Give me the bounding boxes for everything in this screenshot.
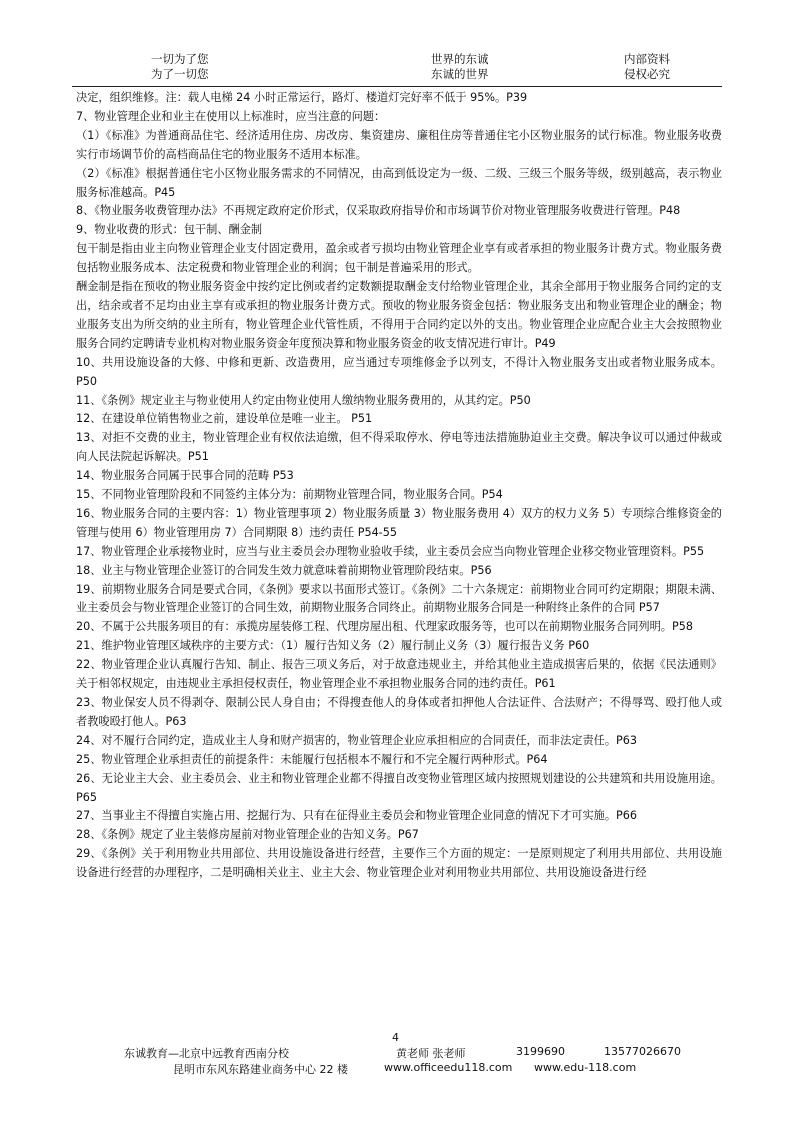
paragraph: 决定，组织维修。注：载人电梯 24 小时正常运行，路灯、楼道灯完好率不低于 95%。P39 (76, 91, 528, 104)
paragraph: 14、物业服务合同属于民事合同的范畴 P53 (76, 469, 294, 483)
paragraph: 25、物业管理企业承担责任的前提条件：未能履行包括根本不履行和不完全履行两种形式。P64 (76, 752, 548, 766)
paragraph: 8、《物业服务收费管理办法》不再规定政府定价形式，仅采取政府指导价和市场调节价对物业管理服务收费进行管理。P48 (76, 204, 681, 218)
paragraph: 10、共用设施设备的大修、中修和更新、改造费用，应当通过专项维修金予以列支，不得计入物业服务支出或者物业服务成本。P50 (76, 355, 722, 388)
header-center-line2: 东诚的世界 (431, 67, 489, 81)
header-notice-right (624, 52, 670, 82)
paragraph: 17、物业管理企业承接物业时，应当与业主委员会办理物业验收手续，业主委员会应当向物业管理企业移交物业管理资料。P55 (76, 544, 705, 558)
paragraph: 28、《条例》规定了业主装修房屋前对物业管理企业的告知义务。P67 (76, 828, 419, 842)
header-slogan-center (431, 52, 489, 82)
page-header (0, 52, 794, 88)
footer-phone: 3199690 (516, 1045, 565, 1058)
header-right-line2: 侵权必究 (624, 67, 670, 81)
paragraph: 29、《条例》关于利用物业共用部位、共用设施设备进行经营，主要作三个方面的规定：一是原则规定了利用共用部位、共用设施设备进行经营的办理程序，二是明确相关业主、业主大会、物业管理企业对利用物业共用部位、共用设施设备进行经 (76, 847, 722, 880)
paragraph: 11、《条例》规定业主与物业使用人约定由物业使用人缴纳物业服务费用的，从其约定。P50 (76, 393, 531, 407)
paragraph: 20、不属于公共服务项目的有：承揽房屋装修工程、代理房屋出租、代理家政服务等，也可以在前期物业服务合同列明。P58 (76, 620, 693, 634)
header-left-line2: 为了一切您 (151, 67, 209, 81)
document-body (76, 89, 722, 883)
paragraph: 15、不同物业管理阶段和不同签约主体分为：前期物业管理合同，物业服务合同。P54 (76, 488, 503, 502)
paragraph: 19、前期物业服务合同是要式合同，《条例》要求以书面形式签订。《条例》二十六条规定：前期物业合同可约定期限；期限未满、业主委员会与物业管理企业签订的合同生效，前期物业服务合同终止。前期物业服务合同是一种附终止条件的合同 P57 (76, 582, 722, 615)
header-slogan-left (151, 52, 209, 82)
footer-website-2: www.edu-118.com (534, 1061, 637, 1074)
paragraph: 22、物业管理企业认真履行告知、制止、报告三项义务后，对于故意违规业主，并给其他业主造成损害后果的，依据《民法通则》关于相邻权规定，由违规业主承担侵权责任，物业管理企业不承担物业服务合同的违约责任。P61 (76, 658, 722, 691)
paragraph: （1）《标准》为普通商品住宅、经济适用住房、房改房、集资建房、廉租住房等普通住宅小区物业服务的试行标准。物业服务收费实行市场调节价的高档商品住宅的物业服务不适用本标准。 (76, 128, 722, 161)
paragraph: 13、对拒不交费的业主，物业管理企业有权依法追缴，但不得采取停水、停电等违法措施胁迫业主交费。解决争议可以通过仲裁或向人民法院起诉解决。P51 (76, 431, 722, 464)
footer-website-1: www.officeedu118.com (384, 1061, 513, 1074)
paragraph: 27、当事业主不得擅自实施占用、挖掘行为、只有在征得业主委员会和物业管理企业同意的情况下才可实施。P66 (76, 809, 638, 823)
header-divider (72, 86, 722, 87)
paragraph: 包干制是指由业主向物业管理企业支付固定费用，盈余或者亏损均由物业管理企业享有或者承担的物业服务计费方式。物业服务费包括物业服务成本、法定税费和物业管理企业的利润；包干制是普遍采用的形式。 (76, 242, 722, 275)
paragraph: 9、物业收费的形式：包干制、酬金制 (76, 223, 263, 237)
paragraph: 7、物业管理企业和业主在使用以上标准时，应当注意的问题： (76, 109, 386, 123)
page-number: 4 (392, 1031, 399, 1044)
paragraph: 24、对不履行合同约定，造成业主人身和财产损害的，物业管理企业应承担相应的合同责任，而非法定责任。P63 (76, 733, 638, 747)
paragraph: 18、业主与物业管理企业签订的合同发生效力就意味着前期物业管理阶段结束。P56 (76, 563, 492, 577)
footer-address: 昆明市东风东路建业商务中心 22 楼 (173, 1063, 348, 1076)
footer-teachers: 黄老师 张老师 (396, 1047, 466, 1060)
paragraph: 21、维护物业管理区域秩序的主要方式：（1）履行告知义务（2）履行制止义务（3）履行报告义务 P60 (76, 639, 590, 653)
header-right-line1: 内部资料 (624, 52, 670, 66)
paragraph: （2）《标准》根据普通住宅小区物业服务需求的不同情况，由高到低设定为一级、二级、三级三个服务等级，级别越高，表示物业服务标准越高。P45 (76, 166, 722, 199)
header-left-line1: 一切为了您 (151, 52, 209, 66)
paragraph: 23、物业保安人员不得剥夺、限制公民人身自由；不得搜查他人的身体或者扣押他人合法证件、合法财产；不得辱骂、殴打他人或者教唆殴打他人。P63 (76, 696, 722, 728)
paragraph: 26、无论业主大会、业主委员会、业主和物业管理企业都不得擅自改变物业管理区域内按照规划建设的公共建筑和共用设施用途。P65 (76, 771, 722, 804)
paragraph: 酬金制是指在预收的物业服务资金中按约定比例或者约定数额提取酬金支付给物业管理企业，其余全部用于物业服务合同约定的支出，结余或者不足均由业主享有或承担的物业服务计费方式。预收的物业服务资金包括：物业服务支出和物业管理企业的酬金；物业服务支出为所交纳的业主所有，物业管理企业代管性质，不得用于合同约定以外的支出。物业管理企业应配合业主大会按照物业服务合同约定聘请专业机构对物业服务资金年度预决算和物业服务资金的收支情况进行审计。P49 (76, 280, 722, 350)
paragraph: 12、在建设单位销售物业之前，建设单位是唯一业主。 P51 (76, 412, 373, 426)
header-center-line1: 世界的东诚 (431, 52, 489, 66)
paragraph: 16、物业服务合同的主要内容：1）物业管理事项 2）物业服务质量 3）物业服务费用 4）双方的权力义务 5）专项综合维修资金的管理与使用 6）物业管理用房 7）合同期限 8）违约责任 P54-55 (76, 506, 722, 539)
footer-organization: 东诚教育—北京中远教育西南分校 (124, 1047, 289, 1060)
footer-mobile: 13577026670 (604, 1045, 681, 1058)
